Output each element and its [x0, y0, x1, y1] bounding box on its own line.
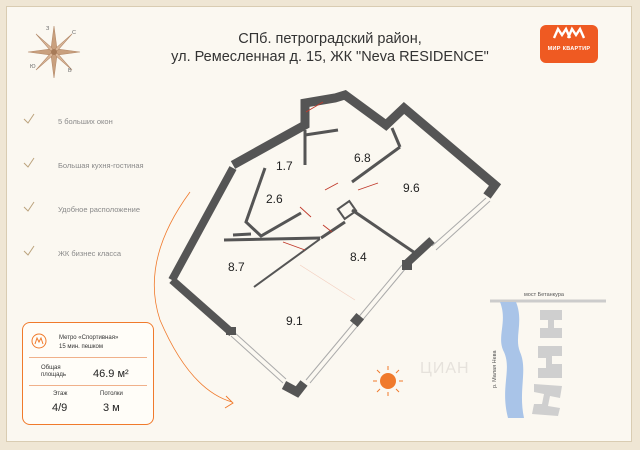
- area-label: [41, 365, 66, 379]
- feature-text: ЖК бизнес класса: [58, 249, 122, 258]
- compass-south-label: Ю: [30, 64, 36, 70]
- bridge-label: мост Бетанкура: [524, 292, 564, 298]
- moon-icon: [181, 180, 196, 199]
- room-divider: [300, 265, 355, 300]
- logo-text: МИР КВАРТИР: [547, 46, 591, 52]
- title-line-1: СПб. петроградский район,: [238, 31, 422, 47]
- map-graphic: [490, 292, 606, 418]
- feature-text: 5 больших окон: [58, 117, 113, 126]
- room-area-label: 2.6: [266, 192, 283, 206]
- compass-north-label: З: [46, 26, 50, 32]
- watermark: ЦИАН: [420, 360, 470, 377]
- arrow-icon: [225, 396, 233, 408]
- metro-station-name: Метро «Спортивная»: [59, 335, 119, 341]
- columns: [226, 201, 412, 335]
- room-area-label: 1.7: [276, 159, 293, 173]
- ceiling-value: 3 м: [103, 402, 120, 414]
- compass-east-label: В: [68, 68, 72, 74]
- area-label-line-1: Общая: [41, 365, 61, 371]
- floor-label: Этаж: [53, 391, 68, 397]
- metro-icon: [31, 333, 47, 349]
- room-area-label: 9.6: [403, 181, 420, 195]
- divider: [29, 357, 147, 358]
- feature-text: Большая кухня-гостиная: [58, 161, 144, 170]
- compass-north-label-2: С: [72, 30, 76, 36]
- room-area-label: 8.4: [350, 250, 367, 264]
- room-area-label: 6.8: [354, 151, 371, 165]
- location-map: [490, 292, 606, 418]
- floor-value: 4/9: [52, 402, 68, 414]
- feature-text: Удобное расположение: [58, 205, 140, 214]
- windows: [231, 198, 490, 383]
- divider: [29, 385, 147, 386]
- metro-walk-time: 15 мин. пешком: [59, 344, 104, 350]
- area-label-line-2: площадь: [41, 372, 67, 378]
- river-label: р. Малая Нева: [492, 350, 498, 388]
- apartment-info-card: [22, 322, 154, 425]
- ceiling-label: Потолки: [100, 391, 123, 397]
- title-line-2: ул. Ремесленная д. 15, ЖК "Neva RESIDENCE": [171, 49, 489, 65]
- area-value: 46.9 м²: [93, 368, 129, 380]
- sun-icon: [373, 366, 403, 396]
- room-area-label: 8.7: [228, 260, 245, 274]
- room-area-label: 9.1: [286, 314, 303, 328]
